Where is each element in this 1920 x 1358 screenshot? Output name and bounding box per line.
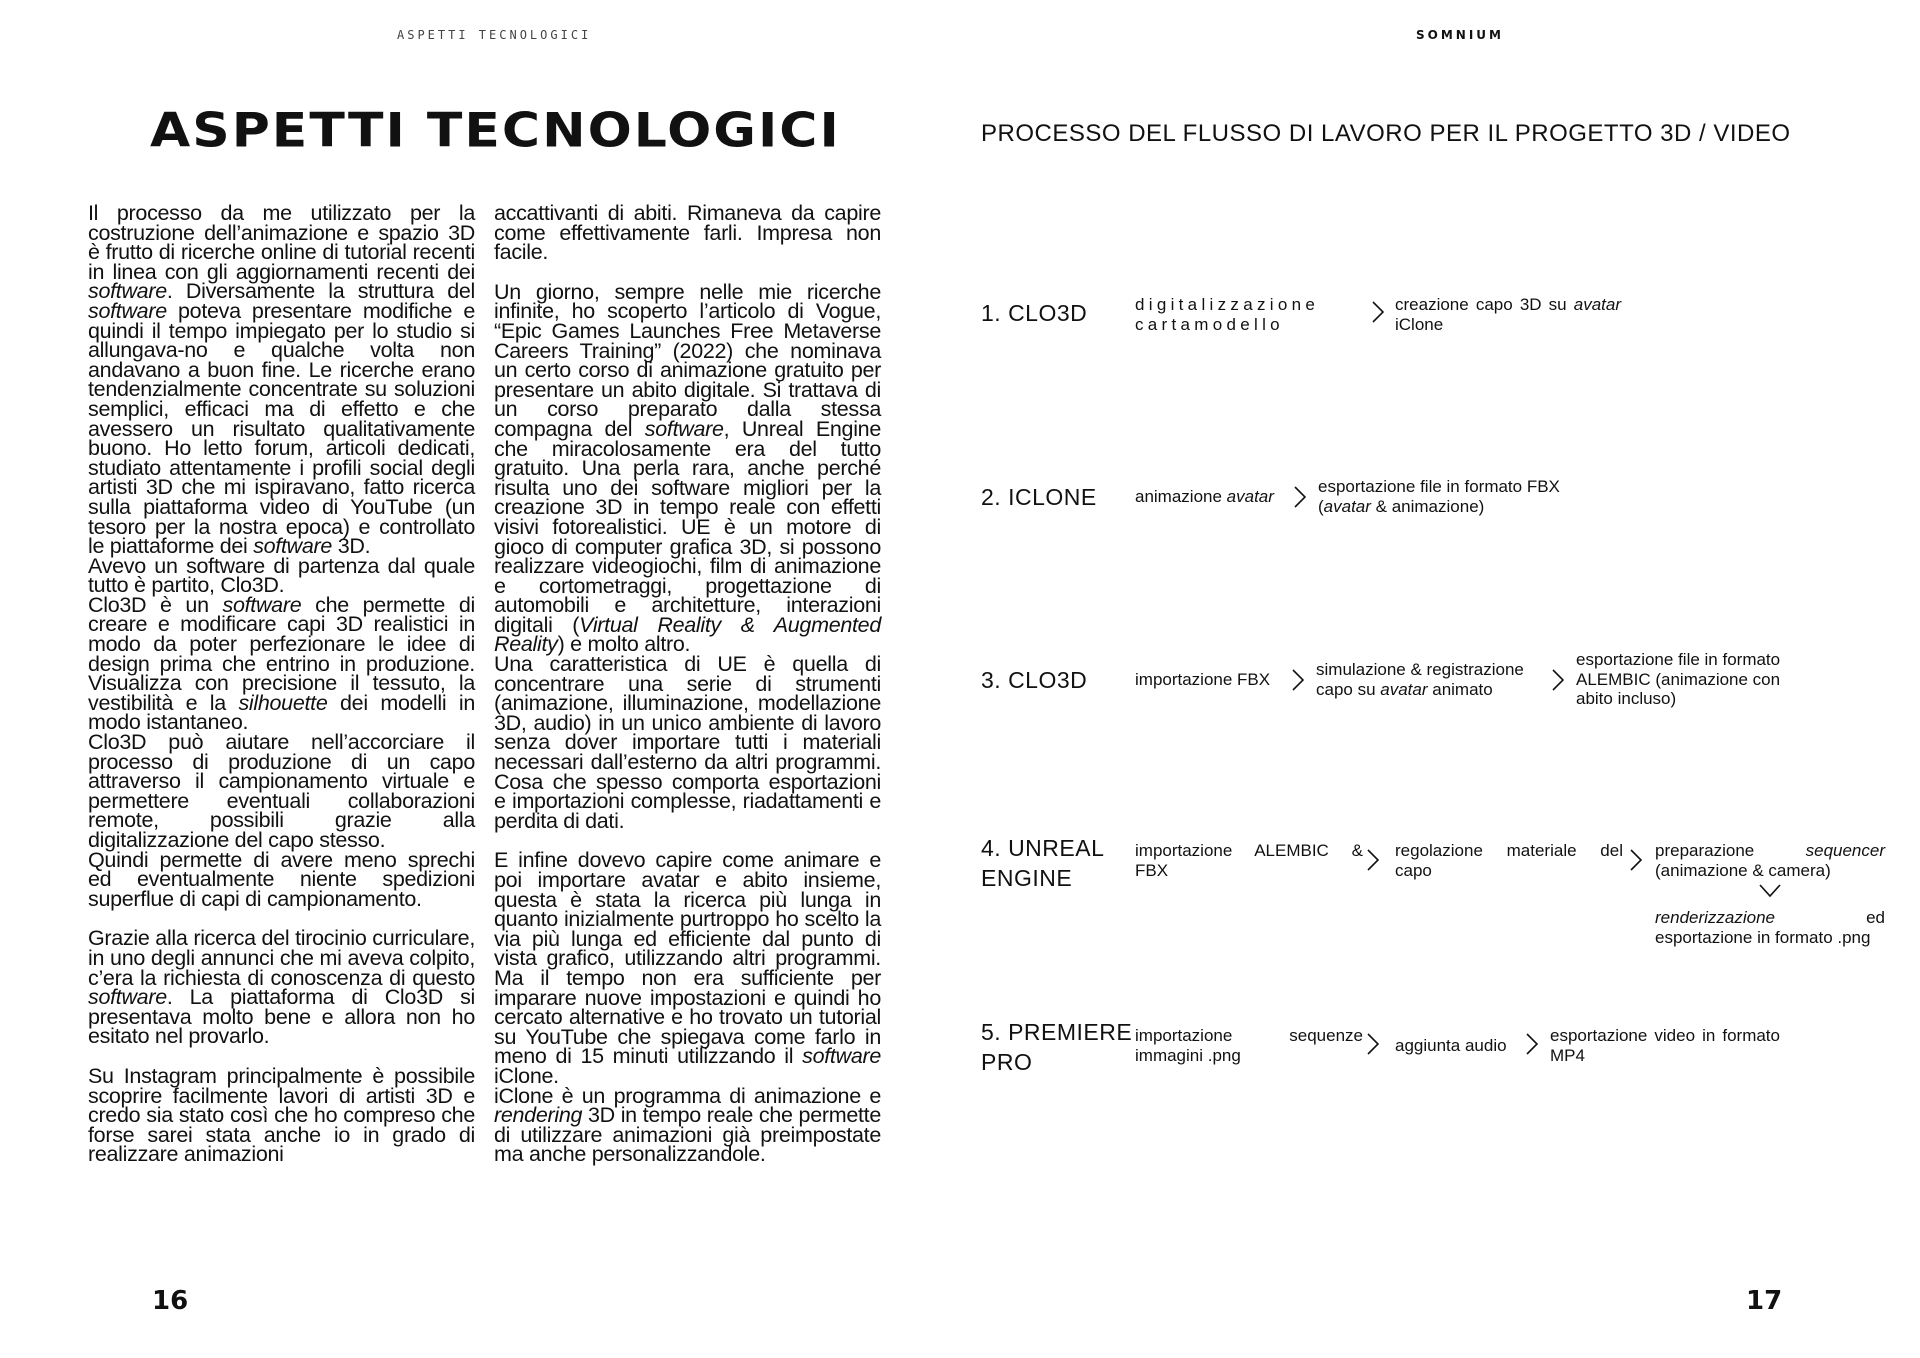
- step-cell: importazione ALEMBIC & FBX: [1135, 841, 1363, 880]
- step-cell: esportazione video in formato MP4: [1550, 1026, 1780, 1065]
- step-label-premiere-pro: 5. PREMIERE PRO: [981, 1019, 1133, 1075]
- paragraph: Un giorno, sempre nelle mie ricerche infinite, ho scoperto l’articolo di Vogue, “Epic Games Launches Free Metaverse Careers Training” (2022) che nominava un certo corso di animazione gratuito per presentare un abito digitale. Si trattava di un corso preparato dalla stessa compagna del software, Unreal Engine che miracolosamente era del tutto gratuito. Una perla rara, anche perché risulta uno dei software migliori per la creazione 3D in tempo reale con effetti visivi fotorealistici. UE è un motore di gioco di computer grafica 3D, si possono realizzare videogiochi, film di animazione e cortometraggi, progettazione di automobili e architetture, interazioni digitali (Virtual Reality & Augmented Reality) e molto altro.: [494, 279, 881, 657]
- running-title-right: SOMNIUM: [1416, 28, 1504, 42]
- page-number-right: 17: [1746, 1286, 1783, 1316]
- step-label-unreal-engine: 4. UNREAL ENGINE: [981, 835, 1105, 891]
- step-label-iclone: 2. ICLONE: [981, 484, 1097, 510]
- step-cell: esportazione file in formato FBX (avatar & animazione): [1318, 477, 1560, 516]
- chevron-right-icon: [1294, 485, 1306, 509]
- paragraph: Grazie alla ricerca del tirocinio curriculare, in uno degli annunci che mi aveva colpito, c’era la richiesta di conoscenza di questo software. La piattaforma di Clo3D si presentava molto bene e allora non ho esitato nel provarlo.: [88, 926, 475, 1049]
- paragraph: Su Instagram principalmente è possibile scoprire facilmente lavori di artisti 3D e credo sia stato così che ho compreso che forse sarei stata anche io in grado di realizzare animazioni: [88, 1063, 475, 1167]
- step-label-clo3d: 1. CLO3D: [981, 300, 1088, 326]
- paragraph: Clo3D può aiutare nell’accorciare il processo di produzione di un capo attraverso il campionamento virtuale e permettere eventuali collaborazioni remote, possibili grazie alla digitalizzazione del capo stesso.: [88, 730, 475, 852]
- step-cell: animazione avatar: [1135, 487, 1274, 506]
- workflow-title: PROCESSO DEL FLUSSO DI LAVORO PER IL PROGETTO 3D / VIDEO: [981, 120, 1791, 147]
- chevron-right-icon: [1526, 1032, 1538, 1056]
- text-column-2: [494, 201, 881, 1167]
- step-cell: creazione capo 3D su avatar iClone: [1395, 295, 1621, 334]
- paragraph: accattivanti di abiti. Rimaneva da capire come effettivamente farli. Impresa non facile.: [494, 201, 881, 265]
- step-cell: esportazione file in formato ALEMBIC (animazione con abito incluso): [1576, 650, 1781, 708]
- chevron-right-icon: [1630, 848, 1642, 872]
- chevron-down-icon: [1758, 884, 1782, 898]
- running-title-left: ASPETTI TECNOLOGICI: [397, 28, 592, 42]
- paragraph: Clo3D è un software che permette di creare e modificare capi 3D realistici in modo da poter perfezionare le idee di design prima che entrino in produzione. Visualizza con precisione il tessuto, la vestibilità e la silhouette dei modelli in modo istantaneo.: [88, 592, 475, 735]
- step-cell: aggiunta audio: [1395, 1036, 1507, 1055]
- chevron-right-icon: [1552, 668, 1564, 692]
- paragraph: Una caratteristica di UE è quella di concentrare una serie di strumenti (animazione, illuminazione, modellazione 3D, audio) in un unico ambiente di lavoro senza dover importare tutti i materiali necessari dall’esterno da altri programmi. Cosa che spesso comporta esportazioni e importazioni complesse, riadattamenti e perdita di dati.: [494, 652, 881, 833]
- text-column-1: [88, 201, 475, 1167]
- paragraph: E infine dovevo capire come animare e poi importare avatar e abito insieme, questa è stata la ricerca più lunga in quanto inizialmente purtroppo ho scelto la via più lunga ed efficiente dal punto di vista grafico, utilizzando altri programmi. Ma il tempo non era sufficiente per imparare nuove impostazioni e quindi ho cercato alternative e ho trovato un tutorial su YouTube che spiegava come farlo in meno di 15 minuti utilizzando il software iClone.: [494, 848, 881, 1088]
- chevron-right-icon: [1292, 668, 1304, 692]
- paragraph: Il processo da me utilizzato per la costruzione dell’animazione e spazio 3D è frutto di ricerche online di tutorial recenti in linea con gli aggiornamenti recenti dei software. Diversamente la struttura del software poteva presentare modifiche e quindi il tempo impiegato per lo studio si allungava-no e qualche volta non andavano a buon fine. Le ricerche erano tendenzialmente concentrate su soluzioni semplici, efficaci ma di effetto e che avessero un risultato qualitativamente buono. Ho letto forum, articoli dedicati, studiato attentamente i profili social degli artisti 3D che mi ispiravano, fatto ricerca sulla piattaforma video di YouTube (un tesoro per la nostra epoca) e controllato le piattaforme dei software 3D.: [88, 201, 475, 559]
- step-cell: renderizzazione ed esportazione in formato .png: [1655, 908, 1885, 947]
- step-cell: importazione FBX: [1135, 670, 1271, 689]
- chevron-right-icon: [1367, 848, 1379, 872]
- step-cell: simulazione & registrazione capo su avatar animato: [1316, 660, 1524, 699]
- paragraph: Quindi permette di avere meno sprechi ed eventualmente niente spedizioni superflue di capi di campionamento.: [88, 847, 475, 911]
- step-cell: importazione sequenze immagini .png: [1135, 1026, 1363, 1065]
- step-cell: regolazione materiale del capo: [1395, 841, 1623, 880]
- chevron-right-icon: [1372, 300, 1384, 324]
- step-cell: digitalizzazione cartamodello: [1135, 295, 1320, 334]
- paragraph: iClone è un programma di animazione e rendering 3D in tempo reale che permette di utilizzare animazioni già preimpostate ma anche personalizzandole.: [494, 1083, 881, 1167]
- chevron-right-icon: [1367, 1032, 1379, 1056]
- step-cell: preparazione sequencer (animazione & camera): [1655, 841, 1885, 880]
- page-title: ASPETTI TECNOLOGICI: [150, 104, 841, 158]
- page-number-left: 16: [152, 1286, 189, 1316]
- paragraph: Avevo un software di partenza dal quale tutto è partito, Clo3D.: [88, 553, 475, 598]
- step-label-clo3d-import: 3. CLO3D: [981, 667, 1088, 693]
